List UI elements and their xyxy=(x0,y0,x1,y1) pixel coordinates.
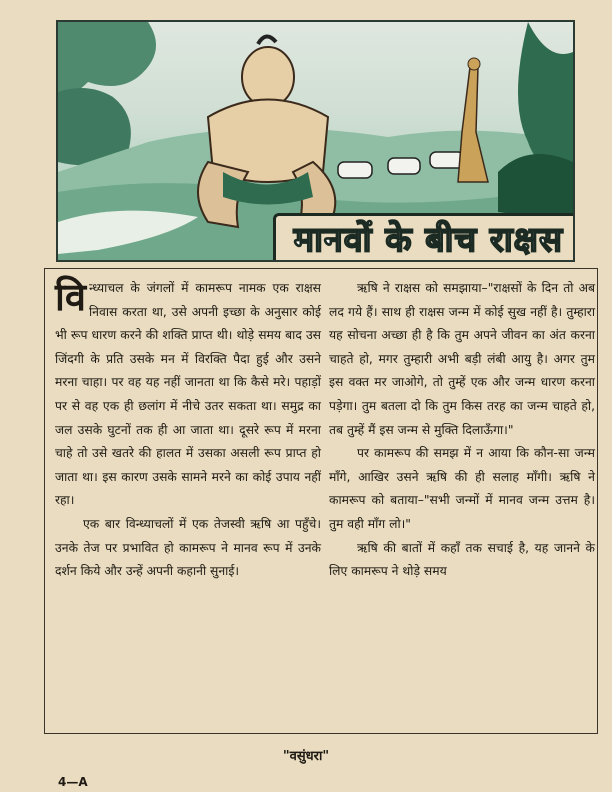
right-paragraph-3: ऋषि की बातों में कहाँ तक सचाई है, यह जानने के लिए कामरूप ने थोड़े समय xyxy=(329,540,595,579)
story-text-box xyxy=(44,268,598,734)
story-title-banner xyxy=(273,213,575,262)
giraffe xyxy=(458,58,488,182)
giant-figure xyxy=(198,36,335,227)
left-paragraph-1-text: न्ध्याचल के जंगलों में कामरूप नामक एक राक्षस निवास करता था, उसे अपनी इच्छा के अनुसार कोई भी रूप धारण करने की शक्ति प्राप्त थी। थोड़े समय बाद उस जिंदगी के प्रति उसके मन में विरक्ति पैदा हुई और उसने मरना चाहा। पर वह यह नहीं जानता था कि कैसे मरे। पहाड़ों पर से वह एक ही छलांग में नीचे उतर सकता था। समुद्र का जल उसके घुटनों तक ही आ जाता था। दूसरे रूप में मरना चाहे तो उसे खतरे की हालत में उसका असली रूप प्राप्त हो जाता था। इस कारण उसके सामने मरने का कोई उपाय नहीं रहा। xyxy=(55,281,321,508)
right-column xyxy=(329,277,595,584)
right-paragraph-2: पर कामरूप की समझ में न आया कि कौन-सा जन्म माँगे, आखिर उसने ऋषि की ही सलाह माँगी। ऋषि ने कामरूप को बताया–"सभी जन्मों में मानव जन्म उत्तम है। तुम वही माँग लो।" xyxy=(329,446,595,531)
right-paragraph-1: ऋषि ने राक्षस को समझाया–"राक्षसों के दिन तो अब लद गये हैं। साथ ही राक्षस जन्म में कोई सुख नहीं है। तुम्हारा यह सोचना अच्छा ही है कि तुम अपने जीवन का अंत करना चाहते हो, मगर तुम्हारी अभी बड़ी लंबी आयु है। अगर तुम इस वक्त मर जाओगे, तो तुम्हें एक और जन्म धारण करना पड़ेगा। तुम बतला दो कि तुम किस तरह का जन्म चाहते हो, तब तुम्हें मैं इस जन्म से मुक्ति दिलाऊँगा।" xyxy=(329,281,595,437)
left-paragraph-1 xyxy=(55,274,321,513)
magazine-footer: "वसुंधरा" xyxy=(282,749,330,764)
left-column xyxy=(55,274,321,584)
left-paragraph-2: एक बार विन्ध्याचलों में एक तेजस्वी ऋषि आ पहुँचे। उनके तेज पर प्रभावित हो कामरूप ने मानव रूप में उनके दर्शन किये और उन्हें अपनी कहानी सुनाई। xyxy=(55,516,321,579)
story-illustration xyxy=(56,20,575,262)
drop-cap: वि xyxy=(55,274,86,319)
page-number: 4—A xyxy=(58,775,88,789)
story-title: मानवों के बीच राक्षस xyxy=(293,220,563,260)
